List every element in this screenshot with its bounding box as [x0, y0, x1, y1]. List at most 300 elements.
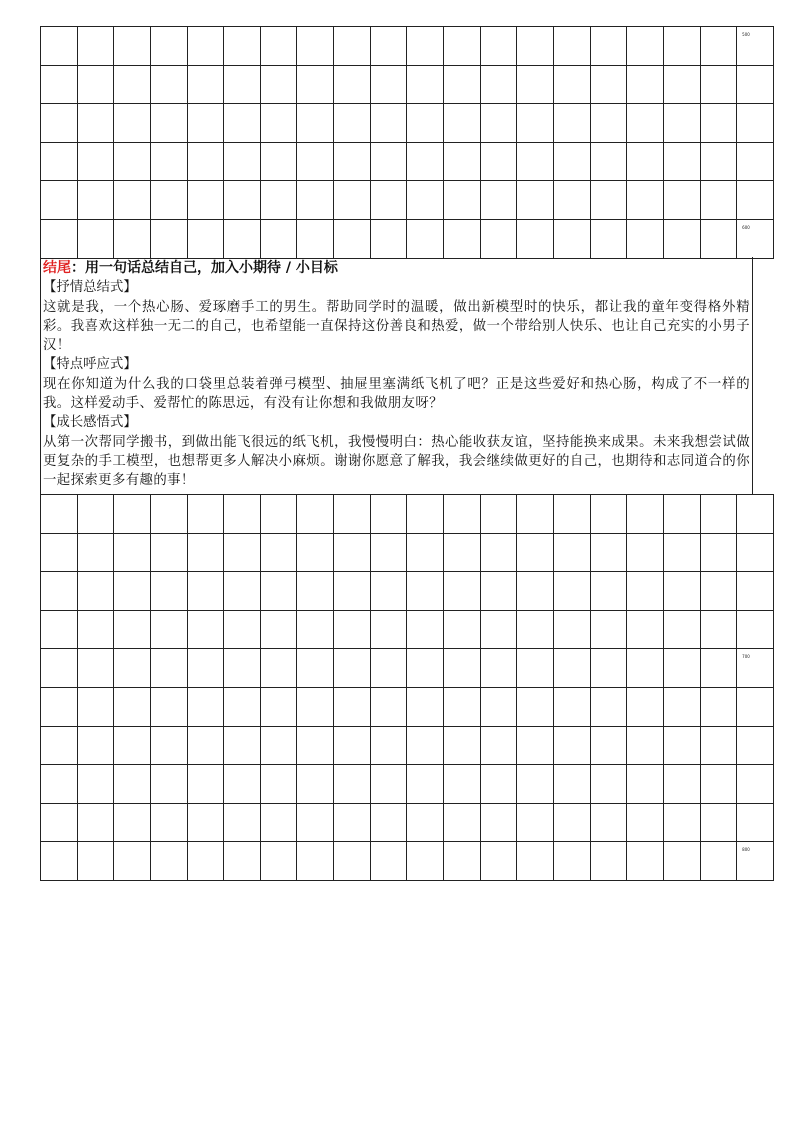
grid-cell — [590, 765, 627, 804]
grid-cell — [334, 572, 371, 611]
grid-cell — [370, 219, 407, 258]
grid-cell — [187, 687, 224, 726]
grid-cell — [77, 726, 114, 765]
grid-cell — [553, 687, 590, 726]
grid-cell — [150, 104, 187, 143]
grid-cell — [480, 219, 517, 258]
grid-cell — [297, 495, 334, 534]
grid-row — [41, 104, 774, 143]
grid-row — [41, 649, 774, 688]
grid-cell — [297, 649, 334, 688]
grid-row — [41, 181, 774, 220]
grid-cell — [370, 181, 407, 220]
grid-cell — [444, 649, 481, 688]
grid-cell — [297, 27, 334, 66]
grid-cell — [444, 142, 481, 181]
grid-cell — [737, 181, 774, 220]
grid-row — [41, 610, 774, 649]
grid-cell — [590, 610, 627, 649]
grid-cell — [187, 610, 224, 649]
grid-cell — [480, 27, 517, 66]
grid-cell — [187, 572, 224, 611]
grid-cell — [41, 181, 78, 220]
grid-cell — [370, 495, 407, 534]
grid-row — [41, 803, 774, 842]
grid-cell — [407, 27, 444, 66]
grid-cell — [41, 572, 78, 611]
grid-cell — [444, 495, 481, 534]
grid-cell — [407, 572, 444, 611]
grid-cell — [187, 65, 224, 104]
grid-cell — [700, 181, 737, 220]
grid-cell — [517, 803, 554, 842]
grid-cell — [114, 610, 151, 649]
grid-cell — [444, 572, 481, 611]
grid-cell — [150, 803, 187, 842]
grid-row — [41, 726, 774, 765]
grid-cell — [517, 765, 554, 804]
grid-cell — [553, 104, 590, 143]
grid-cell — [444, 104, 481, 143]
grid-cell — [41, 687, 78, 726]
grid-cell — [444, 765, 481, 804]
grid-cell — [370, 610, 407, 649]
grid-cell — [187, 726, 224, 765]
grid-cell — [114, 533, 151, 572]
grid-cell — [297, 765, 334, 804]
grid-cell — [334, 687, 371, 726]
grid-cell — [150, 142, 187, 181]
grid-cell — [260, 181, 297, 220]
writing-grid-bottom — [40, 494, 774, 881]
grid-cell — [444, 533, 481, 572]
grid-cell — [41, 649, 78, 688]
grid-cell — [480, 842, 517, 881]
grid-cell — [370, 803, 407, 842]
grid-cell — [663, 726, 700, 765]
grid-cell — [370, 104, 407, 143]
grid-row — [41, 765, 774, 804]
grid-cell — [260, 219, 297, 258]
grid-cell — [41, 219, 78, 258]
grid-cell — [700, 842, 737, 881]
grid-cell — [663, 842, 700, 881]
grid-cell — [41, 142, 78, 181]
grid-cell — [737, 726, 774, 765]
grid-cell — [407, 142, 444, 181]
grid-cell — [480, 649, 517, 688]
grid-cell — [114, 572, 151, 611]
grid-cell — [700, 142, 737, 181]
grid-cell — [41, 65, 78, 104]
grid-cell — [224, 610, 261, 649]
grid-cell — [334, 726, 371, 765]
section-text-lyrical: 这就是我，一个热心肠、爱琢磨手工的男生。帮助同学时的温暖，做出新模型时的快乐，都让我的童年变得格外精彩。我喜欢这样独一无二的自己，也希望能一直保持这份善良和热爱，做一个带给别人快乐、也让自己充实的小男子汉！ — [43, 299, 750, 354]
grid-cell — [260, 803, 297, 842]
grid-cell — [77, 687, 114, 726]
grid-cell — [77, 765, 114, 804]
grid-cell — [517, 842, 554, 881]
grid-cell — [627, 649, 664, 688]
grid-cell — [517, 533, 554, 572]
grid-cell — [480, 65, 517, 104]
word-count-mark: 500 — [742, 32, 750, 37]
grid-cell — [553, 219, 590, 258]
grid-cell — [444, 27, 481, 66]
grid-cell — [700, 610, 737, 649]
section-text-echo: 现在你知道为什么我的口袋里总装着弹弓模型、抽屉里塞满纸飞机了吧？正是这些爱好和热心肠，构成了不一样的我。这样爱动手、爱帮忙的陈思远，有没有让你想和我做朋友呀？ — [43, 376, 750, 412]
grid-cell — [334, 533, 371, 572]
grid-cell — [444, 181, 481, 220]
grid-cell — [77, 649, 114, 688]
grid-cell — [627, 610, 664, 649]
grid-cell — [224, 687, 261, 726]
grid-cell — [370, 649, 407, 688]
grid-cell — [224, 142, 261, 181]
section-tag-growth: 【成长感悟式】 — [43, 415, 137, 431]
grid-cell — [737, 687, 774, 726]
grid-cell — [297, 610, 334, 649]
grid-cell — [517, 65, 554, 104]
grid-cell — [150, 726, 187, 765]
grid-cell — [627, 104, 664, 143]
grid-cell — [370, 142, 407, 181]
grid-cell — [77, 495, 114, 534]
grid-cell — [407, 687, 444, 726]
grid-cell — [41, 533, 78, 572]
grid-row — [41, 65, 774, 104]
grid-cell — [553, 495, 590, 534]
grid-cell — [297, 142, 334, 181]
grid-cell — [187, 104, 224, 143]
grid-cell — [334, 219, 371, 258]
grid-cell — [553, 803, 590, 842]
grid-cell — [370, 27, 407, 66]
grid-cell — [553, 572, 590, 611]
grid-cell — [737, 219, 774, 258]
grid-cell — [224, 219, 261, 258]
grid-cell — [553, 726, 590, 765]
grid-cell — [297, 572, 334, 611]
grid-cell — [224, 842, 261, 881]
grid-cell — [700, 65, 737, 104]
grid-cell — [590, 842, 627, 881]
grid-cell — [480, 181, 517, 220]
grid-cell — [737, 142, 774, 181]
grid-cell — [407, 649, 444, 688]
grid-cell — [700, 687, 737, 726]
grid-cell — [553, 65, 590, 104]
grid-cell — [260, 104, 297, 143]
grid-cell — [370, 726, 407, 765]
grid-cell — [150, 687, 187, 726]
grid-row — [41, 495, 774, 534]
grid-cell — [334, 610, 371, 649]
grid-cell — [41, 726, 78, 765]
grid-cell — [334, 181, 371, 220]
grid-cell — [517, 726, 554, 765]
grid-cell — [663, 181, 700, 220]
grid-cell — [627, 533, 664, 572]
grid-row — [41, 533, 774, 572]
grid-cell — [187, 533, 224, 572]
grid-cell — [700, 104, 737, 143]
grid-cell — [114, 27, 151, 66]
grid-cell — [297, 842, 334, 881]
grid-cell — [297, 219, 334, 258]
grid-cell — [77, 610, 114, 649]
grid-cell — [114, 649, 151, 688]
grid-row — [41, 687, 774, 726]
grid-cell — [407, 65, 444, 104]
grid-row — [41, 572, 774, 611]
grid-cell — [407, 495, 444, 534]
grid-cell — [150, 495, 187, 534]
grid-cell — [737, 803, 774, 842]
grid-cell — [114, 104, 151, 143]
grid-cell — [297, 65, 334, 104]
grid-cell — [224, 765, 261, 804]
grid-cell — [480, 533, 517, 572]
grid-cell — [77, 65, 114, 104]
grid-cell — [737, 104, 774, 143]
grid-cell — [260, 610, 297, 649]
grid-cell — [590, 27, 627, 66]
grid-cell — [480, 765, 517, 804]
grid-cell — [663, 142, 700, 181]
grid-cell — [224, 726, 261, 765]
grid-cell — [224, 27, 261, 66]
grid-cell — [150, 533, 187, 572]
grid-cell — [334, 803, 371, 842]
grid-cell — [663, 572, 700, 611]
grid-cell — [297, 687, 334, 726]
grid-cell — [517, 610, 554, 649]
grid-cell — [444, 726, 481, 765]
ending-heading-rest: ：用一句话总结自己，加入小期待 / 小目标 — [71, 260, 338, 276]
grid-cell — [77, 104, 114, 143]
grid-cell — [297, 181, 334, 220]
grid-cell — [444, 65, 481, 104]
grid-cell — [260, 687, 297, 726]
ending-heading-lead: 结尾 — [43, 260, 71, 276]
grid-cell — [553, 765, 590, 804]
grid-cell — [663, 649, 700, 688]
grid-cell — [114, 687, 151, 726]
grid-cell — [627, 803, 664, 842]
grid-cell — [663, 687, 700, 726]
grid-cell — [737, 495, 774, 534]
grid-cell — [627, 495, 664, 534]
grid-cell — [627, 687, 664, 726]
grid-cell — [370, 842, 407, 881]
grid-cell — [517, 104, 554, 143]
grid-cell — [627, 219, 664, 258]
grid-cell — [41, 27, 78, 66]
grid-cell — [480, 495, 517, 534]
grid-cell — [224, 572, 261, 611]
grid-cell — [590, 687, 627, 726]
grid-cell — [517, 142, 554, 181]
grid-cell — [663, 533, 700, 572]
grid-cell — [187, 765, 224, 804]
grid-row — [41, 842, 774, 881]
grid-cell — [407, 219, 444, 258]
grid-cell — [187, 803, 224, 842]
grid-cell — [187, 649, 224, 688]
grid-cell — [663, 765, 700, 804]
grid-cell — [590, 65, 627, 104]
grid-cell — [77, 142, 114, 181]
grid-cell — [114, 726, 151, 765]
grid-cell — [444, 803, 481, 842]
writing-grid-top — [40, 26, 774, 259]
grid-cell — [737, 649, 774, 688]
grid-row — [41, 142, 774, 181]
grid-cell — [590, 533, 627, 572]
grid-cell — [334, 104, 371, 143]
grid-cell — [114, 842, 151, 881]
grid-cell — [407, 726, 444, 765]
grid-cell — [224, 533, 261, 572]
grid-cell — [627, 27, 664, 66]
word-count-mark: 800 — [742, 847, 750, 853]
grid-cell — [370, 65, 407, 104]
grid-cell — [77, 27, 114, 66]
grid-cell — [260, 495, 297, 534]
grid-cell — [590, 572, 627, 611]
section-tag-echo: 【特点呼应式】 — [43, 357, 137, 373]
grid-cell — [334, 65, 371, 104]
grid-cell — [150, 572, 187, 611]
grid-cell — [334, 765, 371, 804]
grid-cell — [700, 726, 737, 765]
grid-cell — [480, 610, 517, 649]
grid-cell — [590, 726, 627, 765]
ending-heading — [43, 259, 750, 278]
grid-cell — [700, 765, 737, 804]
grid-cell — [77, 803, 114, 842]
grid-cell — [700, 495, 737, 534]
grid-cell — [737, 65, 774, 104]
grid-cell — [297, 104, 334, 143]
grid-cell — [553, 842, 590, 881]
word-count-mark: 700 — [742, 654, 750, 660]
grid-cell — [41, 842, 78, 881]
grid-cell — [150, 765, 187, 804]
grid-cell — [260, 765, 297, 804]
grid-cell — [627, 765, 664, 804]
grid-cell — [41, 104, 78, 143]
grid-cell — [627, 142, 664, 181]
grid-row — [41, 27, 774, 66]
grid-cell — [150, 219, 187, 258]
grid-cell — [260, 27, 297, 66]
grid-cell — [260, 572, 297, 611]
grid-cell — [480, 726, 517, 765]
grid-cell — [553, 610, 590, 649]
grid-cell — [114, 142, 151, 181]
grid-cell — [553, 27, 590, 66]
grid-cell — [114, 65, 151, 104]
grid-cell — [517, 649, 554, 688]
grid-cell — [480, 104, 517, 143]
grid-cell — [480, 803, 517, 842]
grid-cell — [737, 610, 774, 649]
grid-cell — [444, 610, 481, 649]
grid-cell — [407, 533, 444, 572]
grid-cell — [407, 803, 444, 842]
grid-cell — [41, 495, 78, 534]
grid-cell — [590, 649, 627, 688]
grid-cell — [590, 142, 627, 181]
grid-cell — [590, 803, 627, 842]
grid-cell — [260, 533, 297, 572]
grid-cell — [407, 181, 444, 220]
grid-cell — [334, 142, 371, 181]
grid-cell — [297, 803, 334, 842]
grid-cell — [150, 27, 187, 66]
grid-cell — [370, 572, 407, 611]
grid-cell — [407, 842, 444, 881]
grid-cell — [187, 495, 224, 534]
grid-cell — [700, 649, 737, 688]
grid-cell — [334, 27, 371, 66]
grid-cell — [517, 495, 554, 534]
section-tag-lyrical: 【抒情总结式】 — [43, 280, 137, 296]
grid-cell — [407, 610, 444, 649]
grid-cell — [187, 219, 224, 258]
grid-cell — [41, 610, 78, 649]
grid-cell — [187, 27, 224, 66]
grid-cell — [517, 219, 554, 258]
grid-cell — [114, 181, 151, 220]
grid-cell — [517, 181, 554, 220]
grid-cell — [700, 533, 737, 572]
grid-cell — [627, 65, 664, 104]
grid-cell — [150, 65, 187, 104]
grid-cell — [663, 104, 700, 143]
grid-cell — [114, 219, 151, 258]
grid-cell — [77, 219, 114, 258]
grid-cell — [737, 572, 774, 611]
grid-cell — [297, 726, 334, 765]
grid-cell — [224, 495, 261, 534]
grid-cell — [334, 495, 371, 534]
grid-cell — [517, 572, 554, 611]
grid-cell — [260, 65, 297, 104]
grid-cell — [77, 181, 114, 220]
grid-cell — [737, 27, 774, 66]
grid-cell — [260, 726, 297, 765]
grid-cell — [553, 649, 590, 688]
grid-cell — [444, 687, 481, 726]
grid-cell — [77, 533, 114, 572]
grid-cell — [77, 842, 114, 881]
grid-cell — [480, 572, 517, 611]
grid-cell — [334, 842, 371, 881]
grid-cell — [700, 803, 737, 842]
grid-cell — [334, 649, 371, 688]
grid-cell — [590, 181, 627, 220]
grid-cell — [444, 842, 481, 881]
grid-cell — [370, 765, 407, 804]
grid-cell — [663, 65, 700, 104]
grid-cell — [150, 649, 187, 688]
grid-cell — [590, 104, 627, 143]
grid-cell — [663, 610, 700, 649]
grid-cell — [370, 687, 407, 726]
